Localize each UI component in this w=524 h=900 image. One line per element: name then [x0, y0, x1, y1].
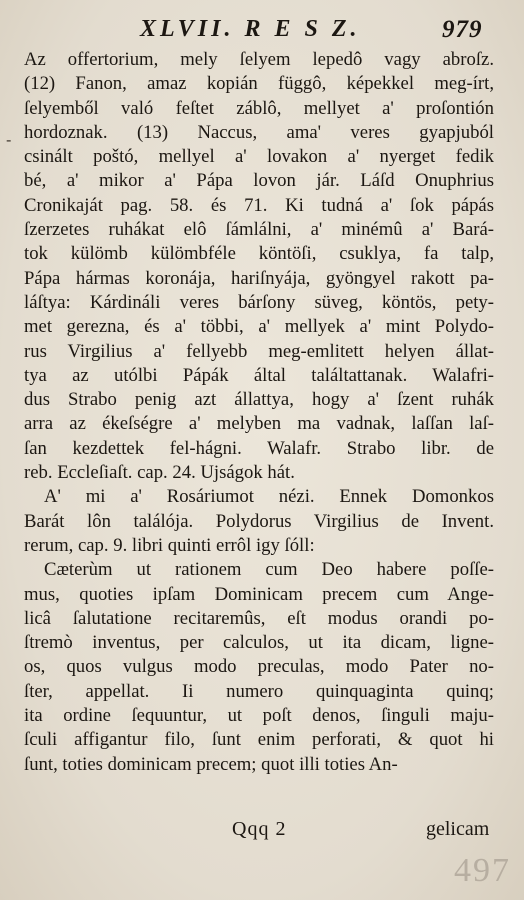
- text-line: licâ ſalutatione recitaremûs, eſt modus orandi po-: [24, 607, 494, 629]
- text-line: A' mi a' Rosáriumot nézi. Ennek Domonkos: [44, 486, 494, 508]
- text-line: Pápa hármas koronája, hariſnyája, gyöngyel rakott pa-: [24, 267, 494, 289]
- text-line: ſan kezdettek fel-hágni. Walafr. Strabo libr. de: [24, 437, 494, 459]
- text-line: reb. Eccleſiaſt. cap. 24. Ujságok hát.: [24, 462, 295, 484]
- text-line: met gerezna, és a' többi, a' mellyek a' mint Polydo-: [24, 316, 494, 338]
- text-line: os, quos vulgus modo preculas, modo Pater no-: [24, 656, 494, 678]
- text-line: Cronikaját pag. 58. és 71. Ki tudná a' ſok pápás: [24, 194, 494, 216]
- catchword: gelicam: [426, 818, 490, 840]
- page-number: 979: [442, 16, 483, 43]
- text-line: Cæterùm ut rationem cum Deo habere poſſe-: [44, 559, 494, 581]
- text-line: mus, quoties ipſam Dominicam precem cum Ange-: [24, 583, 494, 605]
- text-line: arra az ékeſségre a' melyben ma vadnak, laſſan laſ-: [24, 413, 494, 435]
- text-line: ita ordine ſequuntur, ut poſt denos, ſinguli maju-: [24, 705, 494, 727]
- body-text: [24, 48, 494, 777]
- text-line: tok külömb külömbféle köntöſi, csuklya, fa talp,: [24, 243, 494, 265]
- text-line: hordoznak. (13) Naccus, ama' veres gyapjuból: [24, 121, 494, 143]
- text-line: (12) Fanon, amaz kopián függô, képekkel meg-írt,: [24, 73, 494, 95]
- page-footer: [0, 818, 524, 848]
- text-line: rus Virgilius a' fellyebb meg-emlitett helyen állat-: [24, 340, 494, 362]
- text-line: tya az utólbi Pápák által találtattanak. Walafri-: [24, 364, 494, 386]
- text-line: dus Strabo penig azt állattya, hogy a' ſzent ruhák: [24, 389, 494, 411]
- text-line: Az offertorium, mely ſelyem lepedô vagy abroſz.: [24, 49, 494, 70]
- text-line: rerum, cap. 9. libri quinti errôl igy ſóll:: [24, 534, 315, 556]
- text-line: ſelyemből való feſtet záblô, mellyet a' proſontión: [24, 97, 494, 119]
- text-line: ſzerzetes ruhákat elô ſámlálni, a' minémû a' Bará-: [24, 219, 494, 241]
- text-line: csinált poštó, mellyel a' lovakon a' nyerget fedik: [24, 146, 494, 168]
- running-head: XLVII. R E S Z.: [140, 16, 361, 42]
- text-line: ſculi affigantur filo, ſunt enim perforati, & quot hi: [24, 729, 494, 751]
- margin-mark: -: [6, 130, 12, 149]
- text-line: Barát lôn találója. Polydorus Virgilius de Invent.: [24, 510, 494, 532]
- handwritten-page-number: 497: [454, 852, 511, 889]
- text-line: ſter, appellat. Ii numero quinquaginta quinq;: [24, 680, 494, 702]
- signature-mark: Qqq 2: [232, 818, 287, 840]
- text-line: bé, a' mikor a' Pápa lovon jár. Láſd Onuphrius: [24, 170, 494, 192]
- text-line: ſunt, toties dominicam precem; quot illi toties An-: [24, 753, 398, 775]
- text-line: láſtya: Kárdináli veres bárſony süveg, köntös, pety-: [24, 291, 494, 313]
- text-line: ſtremò inventus, per calculos, ut ita dicam, ligne-: [24, 632, 494, 654]
- page-header: [0, 14, 524, 50]
